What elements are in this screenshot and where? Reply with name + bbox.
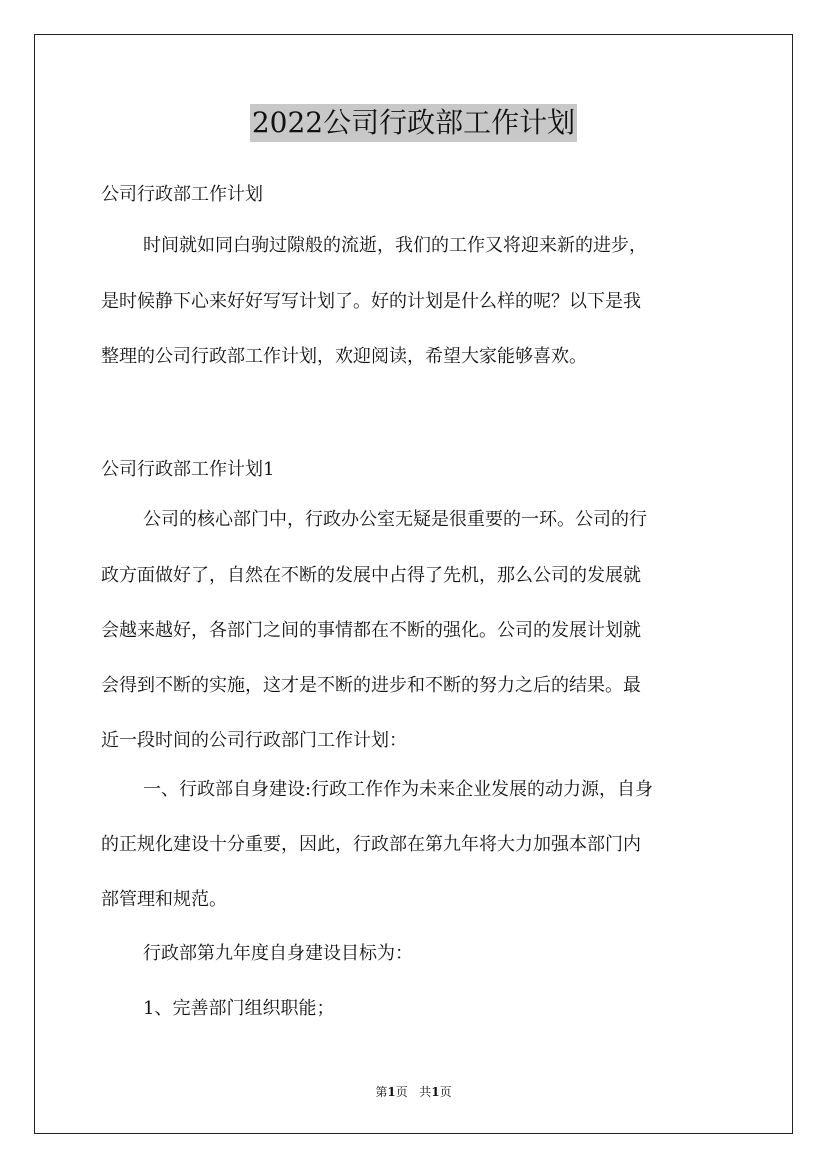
paragraph-line: 时间就如同白驹过隙般的流逝，我们的工作又将迎来新的进步， xyxy=(143,235,647,256)
paragraph-line: 近一段时间的公司行政部门工作计划： xyxy=(101,730,407,751)
paragraph-line: 1、完善部门组织职能； xyxy=(143,998,335,1019)
title-container xyxy=(0,104,827,142)
paragraph-line: 行政部第九年度自身建设目标为： xyxy=(143,943,413,964)
page-number-prefix: 第 xyxy=(375,1085,388,1099)
paragraph-line: 会得到不断的实施，这才是不断的进步和不断的努力之后的结果。最 xyxy=(101,675,641,696)
document-title: 2022公司行政部工作计划 xyxy=(250,104,577,142)
paragraph-line: 公司的核心部门中，行政办公室无疑是很重要的一环。公司的行 xyxy=(143,509,647,530)
page-number-suffix: 页 xyxy=(395,1085,408,1099)
paragraph-line: 政方面做好了，自然在不断的发展中占得了先机，那么公司的发展就 xyxy=(101,565,641,586)
paragraph-line: 会越来越好，各部门之间的事情都在不断的强化。公司的发展计划就 xyxy=(101,620,641,641)
section-heading: 公司行政部工作计划 xyxy=(101,184,263,205)
section-heading: 公司行政部工作计划1 xyxy=(101,459,275,480)
page-number: 1 xyxy=(387,1085,396,1099)
paragraph-line: 的正规化建设十分重要，因此，行政部在第九年将大力加强本部门内 xyxy=(101,834,641,855)
total-pages: 1 xyxy=(431,1085,440,1099)
paragraph-line: 整理的公司行政部工作计划，欢迎阅读，希望大家能够喜欢。 xyxy=(101,346,587,367)
paragraph-line: 部管理和规范。 xyxy=(101,889,227,910)
page-footer xyxy=(0,1083,827,1100)
paragraph-line: 一、行政部自身建设:行政工作作为未来企业发展的动力源，自身 xyxy=(143,779,654,800)
paragraph-line: 是时候静下心来好好写写计划了。好的计划是什么样的呢？以下是我 xyxy=(101,291,641,312)
total-pages-suffix: 页 xyxy=(439,1085,452,1099)
total-pages-prefix: 共 xyxy=(419,1085,432,1099)
